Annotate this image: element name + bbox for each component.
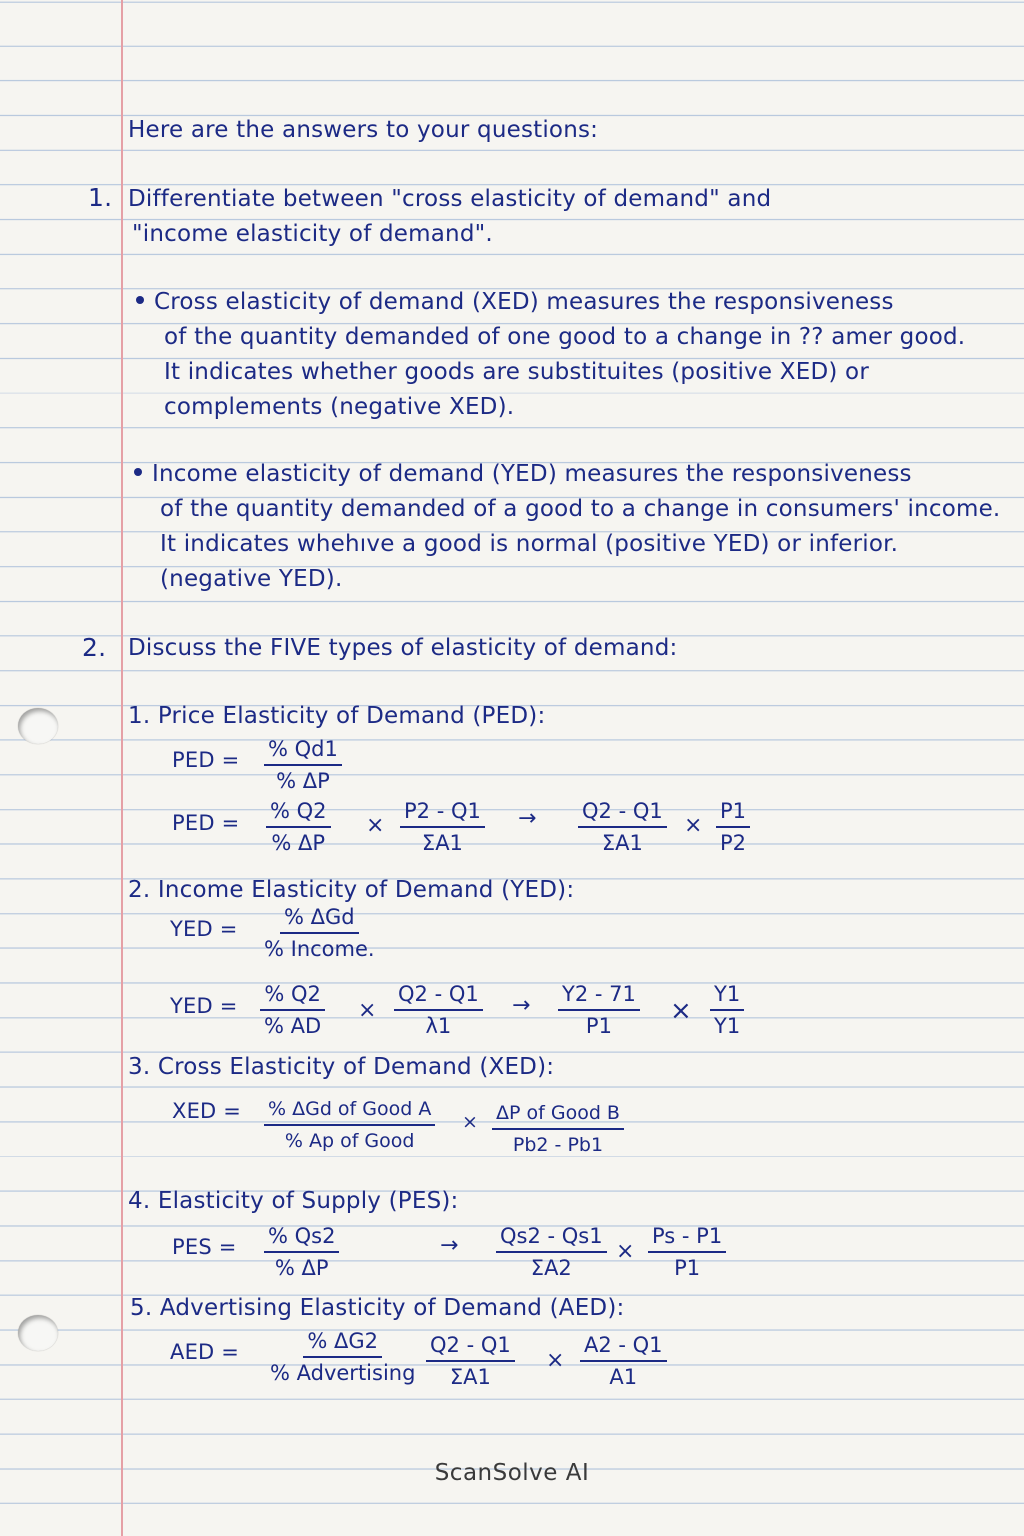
- yed-fraction: [260, 981, 325, 1039]
- answer-line: (negative YED).: [160, 566, 343, 592]
- numerator: Y2 - 71: [558, 981, 640, 1011]
- intro-text: Here are the answers to your questions:: [128, 117, 599, 143]
- times-sign: ×: [616, 1239, 635, 1264]
- pes-heading: 4. Elasticity of Supply (PES):: [128, 1188, 459, 1214]
- denominator: ΣA1: [449, 1365, 491, 1389]
- ped-fraction: [266, 798, 331, 856]
- numerator: % Q2: [266, 798, 331, 828]
- yed-fraction: [260, 904, 379, 962]
- denominator: ΣA1: [601, 831, 643, 855]
- denominator: A1: [609, 1365, 638, 1389]
- question-text: Discuss the FIVE types of elasticity of demand:: [128, 635, 678, 661]
- times-sign: ×: [462, 1111, 478, 1133]
- numerator: % Q2: [260, 981, 325, 1011]
- denominator: P2: [720, 831, 747, 855]
- bullet-line: Income elasticity of demand (YED) measures the responsiveness: [134, 460, 912, 488]
- answer-line: It indicates whehıve a good is normal (positive YED) or inferior.: [160, 531, 899, 557]
- ped-fraction: [400, 798, 485, 856]
- denominator: % Advertising: [270, 1361, 416, 1385]
- ped-fraction: [264, 736, 342, 794]
- numerator: P1: [716, 798, 750, 828]
- denominator: % ΔP: [274, 1256, 329, 1280]
- margin-line: [121, 0, 123, 1536]
- times-sign: ×: [670, 996, 692, 1026]
- denominator: Y1: [714, 1014, 741, 1038]
- numerator: Ps - P1: [648, 1223, 726, 1253]
- aed-fraction: [426, 1332, 515, 1390]
- aed-fraction: [580, 1332, 667, 1390]
- arrow-sign: →: [518, 806, 537, 831]
- numerator: % ΔGd: [280, 904, 359, 934]
- denominator: % AD: [264, 1014, 322, 1038]
- yed-fraction: [394, 981, 483, 1039]
- bullet-line: Cross elasticity of demand (XED) measures the responsiveness: [136, 288, 894, 316]
- pes-fraction: [648, 1223, 726, 1281]
- numerator: Y1: [710, 981, 744, 1011]
- numerator: Q2 - Q1: [394, 981, 483, 1011]
- answer-line: of the quantity demanded of a good to a change in consumers' income.: [160, 496, 1001, 522]
- ped-fraction: [578, 798, 667, 856]
- denominator: % ΔP: [276, 769, 330, 793]
- xed-label: XED =: [172, 1099, 242, 1123]
- footer-brand: ScanSolve AI: [434, 1460, 590, 1486]
- question-number: 1.: [88, 183, 113, 212]
- question-text: "income elasticity of demand".: [132, 221, 493, 247]
- question-text: Differentiate between "cross elasticity of demand" and: [128, 186, 772, 212]
- punch-hole: [18, 1315, 58, 1351]
- ped-heading: 1. Price Elasticity of Demand (PED):: [128, 703, 546, 729]
- numerator: Q2 - Q1: [578, 798, 667, 828]
- denominator: P1: [674, 1256, 701, 1280]
- yed-label: YED =: [170, 917, 238, 941]
- answer-line: of the quantity demanded of one good to a change in ?? amer good.: [164, 324, 966, 350]
- ped-label: PED =: [172, 748, 240, 772]
- pes-label: PES =: [172, 1235, 237, 1259]
- numerator: % Qs2: [264, 1223, 339, 1253]
- numerator: Q2 - Q1: [426, 1332, 515, 1362]
- times-sign: ×: [358, 998, 377, 1023]
- times-sign: ×: [684, 813, 703, 838]
- ped-label: PED =: [172, 811, 240, 835]
- numerator: % Qd1: [264, 736, 342, 766]
- yed-label: YED =: [170, 994, 238, 1018]
- aed-label: AED =: [170, 1340, 240, 1364]
- denominator: % Ap of Good: [284, 1130, 415, 1152]
- denominator: ΣA1: [421, 831, 463, 855]
- numerator: ΔP of Good B: [492, 1100, 624, 1130]
- numerator: % ΔG2: [303, 1328, 382, 1358]
- denominator: % ΔP: [271, 831, 326, 855]
- numerator: Qs2 - Qs1: [496, 1223, 607, 1253]
- numerator: % ΔGd of Good A: [264, 1096, 435, 1126]
- arrow-sign: →: [440, 1233, 459, 1258]
- yed-heading: 2. Income Elasticity of Demand (YED):: [128, 877, 575, 903]
- aed-fraction: [266, 1328, 419, 1386]
- aed-heading: 5. Advertising Elasticity of Demand (AED):: [130, 1295, 625, 1321]
- yed-fraction: [710, 981, 744, 1039]
- answer-line: It indicates whether goods are substituites (positive XED) or: [164, 359, 869, 385]
- ped-fraction: [716, 798, 750, 856]
- denominator: % Income.: [264, 937, 375, 961]
- yed-fraction: [558, 981, 640, 1039]
- times-sign: ×: [546, 1348, 565, 1373]
- xed-fraction: [492, 1100, 624, 1158]
- numerator: A2 - Q1: [580, 1332, 667, 1362]
- answer-line: complements (negative XED).: [164, 394, 515, 420]
- times-sign: ×: [366, 813, 385, 838]
- question-number: 2.: [82, 633, 107, 662]
- denominator: ΣA2: [530, 1256, 572, 1280]
- pes-fraction: [264, 1223, 339, 1281]
- xed-heading: 3. Cross Elasticity of Demand (XED):: [128, 1054, 555, 1080]
- numerator: P2 - Q1: [400, 798, 485, 828]
- denominator: P1: [585, 1014, 612, 1038]
- xed-fraction: [264, 1096, 435, 1154]
- arrow-sign: →: [512, 993, 531, 1018]
- denominator: Pb2 - Pb1: [512, 1134, 604, 1156]
- pes-fraction: [496, 1223, 607, 1281]
- denominator: λ1: [425, 1014, 452, 1038]
- punch-hole: [18, 708, 58, 744]
